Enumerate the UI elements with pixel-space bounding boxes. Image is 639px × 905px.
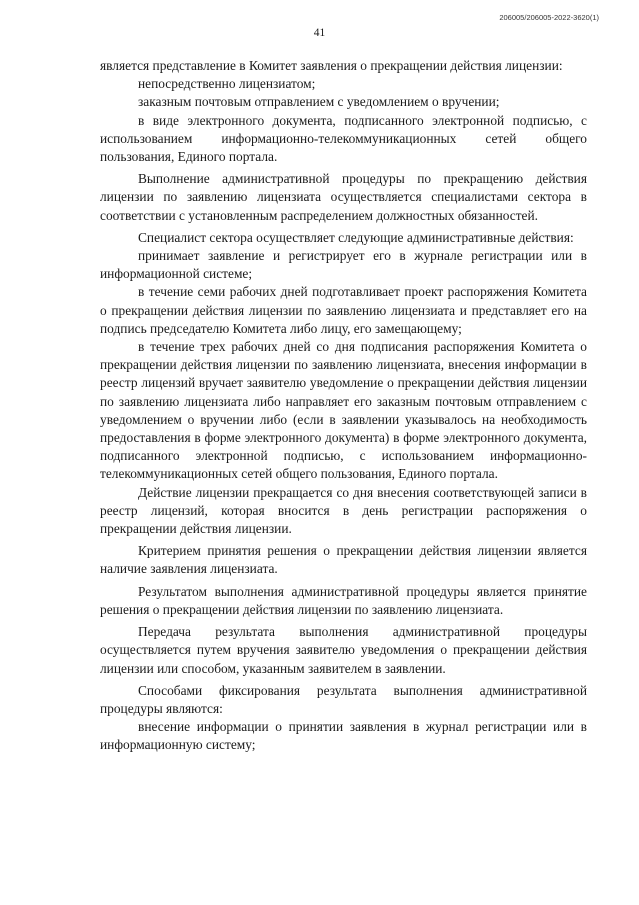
paragraph-3: заказным почтовым отправлением с уведомлением о вручении; (138, 94, 500, 110)
paragraph-9: в течение трех рабочих дней со дня подписания распоряжения Комитета о прекращении действия лицензии по заявлению лицензиата, внесения информации в реестр лицензий вручает заявителю уведомление о прекращении действия лицензии по заявлению лицензиата либо направляет его заказным почтовым отправлением с уведомлением о вручении либо (если в заявлении указывалось на необходимость предоставления в форме электронного документа) в форме электронного документа, подписанного электронной подписью, с использованием информационно-телекоммуникационных сетей общего пользования, Единого портала. (100, 339, 587, 482)
paragraph-12: Результатом выполнения административной процедуры является принятие решения о прекращении действия лицензии по заявлению лицензиата. (100, 583, 587, 617)
paragraph-14: Способами фиксирования результата выполнения административной процедуры являются: (100, 682, 587, 716)
page-number: 41 (313, 27, 326, 39)
paragraph-10: Действие лицензии прекращается со дня внесения соответствующей записи в реестр лицензий, которая вносится в день регистрации распоряжения о прекращении действия лицензии. (100, 484, 587, 537)
document-id: 206005/206005-2022-3620(1) (499, 13, 599, 22)
paragraph-7: принимает заявление и регистрирует его в журнале регистрации или в информационной системе; (100, 248, 587, 282)
paragraph-4: в виде электронного документа, подписанного электронной подписью, с использованием информационно-телекоммуникационных сетей общего пользования, Единого портала. (100, 112, 587, 165)
paragraph-11: Критерием принятия решения о прекращении действия лицензии является наличие заявления лицензиата. (100, 543, 587, 577)
document-body (100, 57, 587, 755)
paragraph-6: Специалист сектора осуществляет следующие административные действия: (138, 229, 574, 245)
paragraph-1: является представление в Комитет заявления о прекращении действия лицензии: (100, 58, 563, 73)
paragraph-5: Выполнение административной процедуры по прекращению действия лицензии по заявлению лицензиата осуществляется специалистами сектора в соответствии с установленным распределением должностных обязанностей. (100, 171, 587, 223)
paragraph-2: непосредственно лицензиатом; (138, 76, 316, 92)
paragraph-15: внесение информации о принятии заявления в журнал регистрации или в информационную систему; (100, 719, 587, 753)
paragraph-13: Передача результата выполнения административной процедуры осуществляется путем вручения заявителю уведомления о прекращении действия лицензии или способом, указанным заявителем в заявлении. (100, 624, 587, 676)
paragraph-8: в течение семи рабочих дней подготавливает проект распоряжения Комитета о прекращении действия лицензии по заявлению лицензиата и представляет его на подпись председателю Комитета либо лицу, его замещающему; (100, 284, 587, 336)
